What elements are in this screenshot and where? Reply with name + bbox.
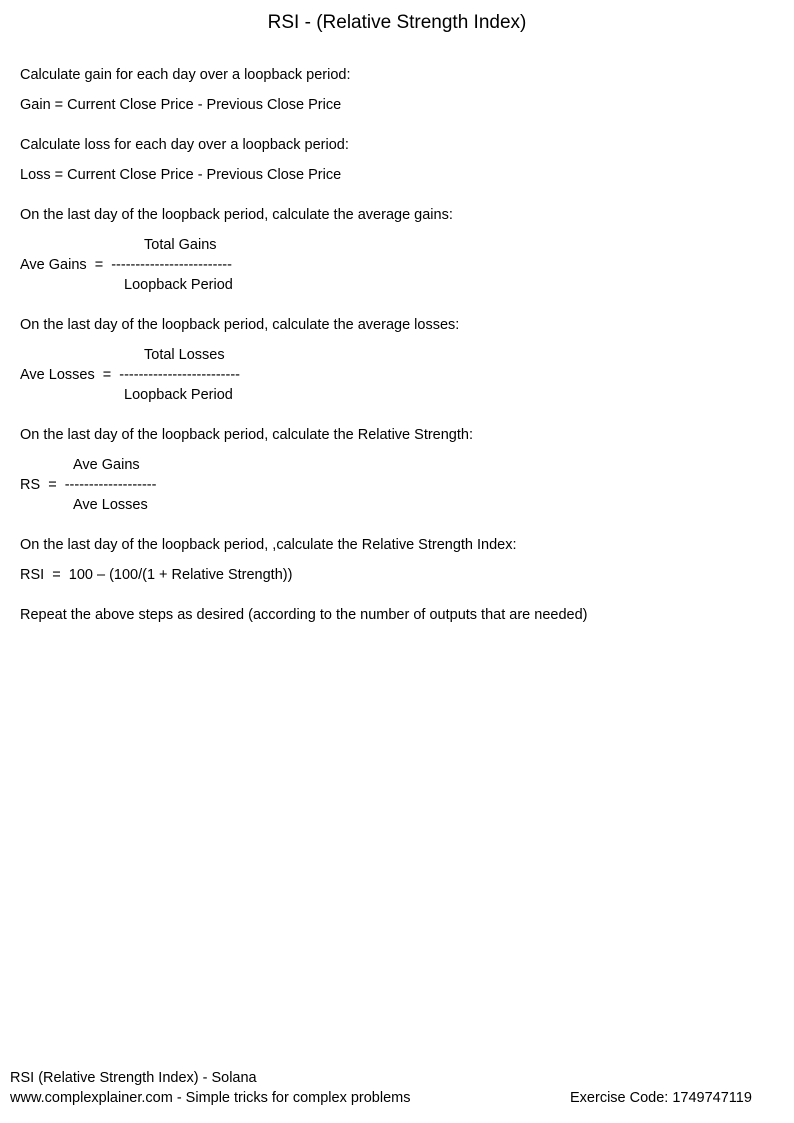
loss-intro-text: Calculate loss for each day over a loopback period: bbox=[20, 137, 349, 153]
avg-gains-denominator: Loopback Period bbox=[124, 277, 233, 293]
avg-losses-intro-text: On the last day of the loopback period, calculate the average losses: bbox=[20, 317, 460, 333]
avg-losses-denominator: Loopback Period bbox=[124, 387, 233, 403]
repeat-instructions-text: Repeat the above steps as desired (according to the number of outputs that are needed) bbox=[20, 607, 588, 623]
footer-site-text: www.complexplainer.com - Simple tricks for complex problems bbox=[10, 1090, 411, 1106]
loss-formula-text: Loss = Current Close Price - Previous Close Price bbox=[20, 167, 342, 183]
rsi-intro-text: On the last day of the loopback period, ,calculate the Relative Strength Index: bbox=[20, 537, 517, 553]
rsi-formula-text: RSI = 100 – (100/(1 + Relative Strength)) bbox=[20, 567, 293, 583]
page-title: RSI - (Relative Strength Index) bbox=[267, 12, 527, 33]
gain-intro-text: Calculate gain for each day over a loopback period: bbox=[20, 67, 351, 83]
avg-losses-equation: Ave Losses = ------------------------- bbox=[20, 367, 240, 383]
avg-gains-equation: Ave Gains = ------------------------- bbox=[20, 257, 232, 273]
gain-formula-text: Gain = Current Close Price - Previous Close Price bbox=[20, 97, 342, 113]
rs-intro-text: On the last day of the loopback period, calculate the Relative Strength: bbox=[20, 427, 473, 443]
avg-losses-numerator: Total Losses bbox=[144, 347, 225, 363]
rs-numerator: Ave Gains bbox=[73, 457, 140, 473]
footer-exercise-code: Exercise Code: 1749747119 bbox=[570, 1090, 752, 1106]
footer-doc-title: RSI (Relative Strength Index) - Solana bbox=[10, 1070, 257, 1086]
rs-equation: RS = ------------------- bbox=[20, 477, 157, 493]
rs-denominator: Ave Losses bbox=[73, 497, 148, 513]
avg-gains-numerator: Total Gains bbox=[144, 237, 217, 253]
avg-gains-intro-text: On the last day of the loopback period, calculate the average gains: bbox=[20, 207, 453, 223]
